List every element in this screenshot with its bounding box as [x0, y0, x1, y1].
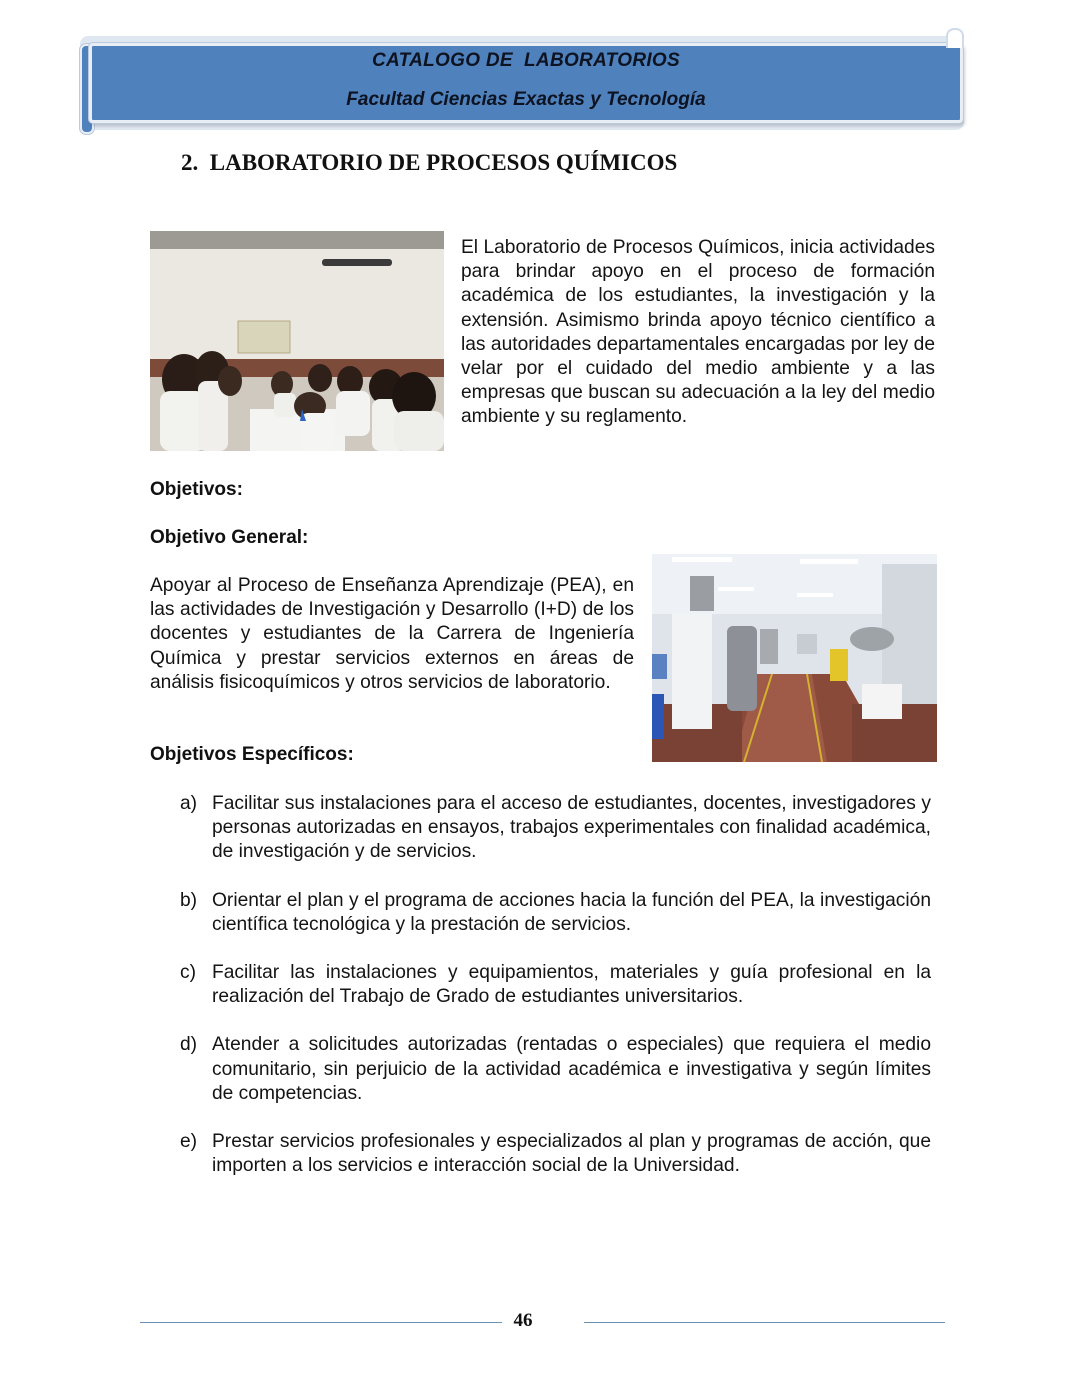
banner-scroll-curl-right [946, 28, 964, 48]
objective-item [180, 961, 931, 1009]
objective-item [180, 1130, 931, 1178]
objective-text: Orientar el plan y el programa de acciones hacia la función del PEA, la investigación científica tecnológica y la prestación de servicios. [212, 889, 931, 935]
objective-letter: b) [180, 889, 198, 911]
intro-paragraph: El Laboratorio de Procesos Químicos, inicia actividades para brindar apoyo en el proceso de formación académica de los estudiantes, la investigación y la extensión. Asimismo brinda apoyo técnico científico a las autoridades departamentales encargadas por ley de velar por el cuidado del medio ambiente y a las empresas que buscan su adecuación a la ley del medio ambiente y su reglamento. [461, 237, 935, 428]
footer-rule-left [140, 1322, 502, 1323]
catalog-title: CATALOGO DE LABORATORIOS [372, 50, 680, 71]
page-number: 46 [513, 1310, 533, 1331]
faculty-subtitle: Facultad Ciencias Exactas y Tecnología [346, 89, 706, 110]
general-objective-text: Apoyar al Proceso de Enseñanza Aprendizaje (PEA), en las actividades de Investigación y Desarrollo (I+D) de los docentes y estudiantes de la Carrera de Ingeniería Química y prestar servicios externos en áreas de análisis fisicoquímicos y otros servicios de laboratorio. [150, 575, 634, 693]
objective-text: Prestar servicios profesionales y especializados al plan y programas de acción, que importen a los servicios e interacción social de la Universidad. [212, 1131, 931, 1177]
objective-item [180, 792, 931, 865]
lab-students-photo [150, 231, 444, 451]
objective-letter: c) [180, 962, 196, 984]
objective-item [180, 889, 931, 937]
objective-text: Atender a solicitudes autorizadas (rentadas o especiales) que requiera el medio comunitario, sin perjuicio de la actividad académica e investigativa y según límites de competencias. [212, 1034, 931, 1104]
lab-equipment-photo [652, 554, 937, 762]
objective-text: Facilitar sus instalaciones para el acceso de estudiantes, docentes, investigadores y personas autorizadas en ensayos, trabajos experimentales con finalidad académica, de investigación y de servicios. [212, 793, 931, 863]
objectives-heading: Objetivos: [150, 479, 243, 500]
objective-letter: a) [180, 793, 198, 814]
objective-text: Facilitar las instalaciones y equipamientos, materiales y guía profesional en la realización del Trabajo de Grado de estudiantes universitarios. [212, 962, 931, 1008]
objective-letter: e) [180, 1131, 198, 1153]
objective-letter: d) [180, 1034, 198, 1056]
section-title: 2. LABORATORIO DE PROCESOS QUÍMICOS [181, 150, 678, 175]
general-objective-heading: Objetivo General: [150, 527, 309, 548]
specific-objectives-heading: Objetivos Específicos: [150, 744, 354, 765]
footer-rule-right [584, 1322, 945, 1323]
objective-item [180, 1033, 931, 1106]
specific-objectives-list [180, 792, 931, 1202]
